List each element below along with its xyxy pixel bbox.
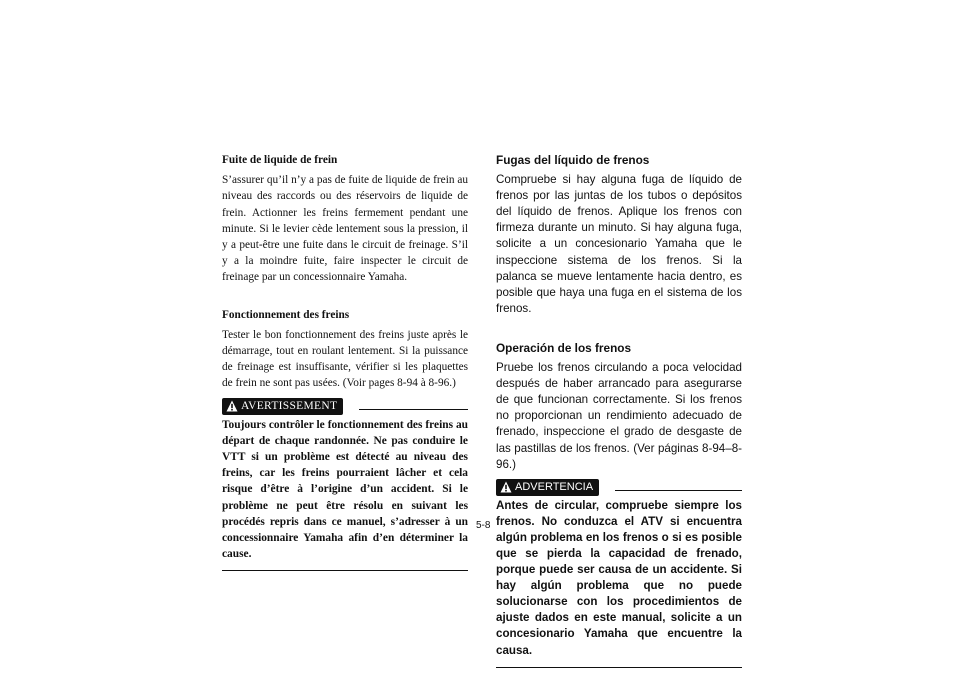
es-warning-badge [496, 479, 599, 496]
fr-brake-operation-text: Tester le bon fonctionnement des freins juste après le démarrage, tout en roulant lentement. Si la puissance de freinage est insuffisante, vérifier si les plaquettes de frein ne sont pas usées. (Voir pages 8-94 à 8-96.) [222, 328, 468, 390]
fr-heading-brake-fluid-leak: Fuite de liquide de frein [222, 154, 338, 166]
es-warning-rule [615, 490, 742, 491]
es-warning-header [496, 479, 742, 496]
fr-warning-label: AVERTISSEMENT [241, 400, 338, 413]
fr-warning-header [222, 398, 468, 415]
es-warning-label: ADVERTENCIA [515, 481, 594, 494]
fr-warning-end-rule [222, 570, 468, 571]
es-heading-brake-fluid-leak: Fugas del líquido de frenos [496, 153, 650, 167]
es-warning-end-rule [496, 667, 742, 668]
es-brake-fluid-leak-text: Compruebe si hay alguna fuga de líquido de frenos por las juntas de los tubos o depósitos del líquido de frenos. Aplique los frenos con firmeza durante un minuto. Si hay alguna fuga, solicite a un concesionario Yamaha que le inspeccione sistema de los frenos. Si la palanca se mueve lentamente hacia dentro, es posible que haya una fuga en el sistema de los frenos. [496, 173, 742, 315]
french-column [222, 152, 468, 571]
fr-warning-text: Toujours contrôler le fonctionnement des freins au départ de chaque randonnée. Ne pas conduire le VTT si un problème est détecté au niveau des freins, car les freins pourraient lâcher et cela risque d’être à l’origine d’un accident. Si le problème ne peut être résolu en suivant les procédés repris dans ce manuel, s’adresser à un concessionnaire Yamaha afin d’en déterminer la cause. [222, 418, 468, 561]
es-brake-operation-text: Pruebe los frenos circulando a poca velocidad después de haber arrancado para asegurarse de que funcionan correctamente. Si los frenos no proporcionan un rendimiento adecuado de frenado, inspeccione el grado de desgaste de las pastillas de los frenos. (Ver páginas 8-94–8-96.) [496, 361, 742, 471]
fr-warning-rule [359, 409, 468, 410]
spanish-column [496, 152, 742, 668]
es-warning-text: Antes de circular, compruebe siempre los frenos. No conduzca el ATV si encuentra algún problema en los frenos o si es posible que se pierda la capacidad de frenado, porque puede ser causa de un accidente. Si hay algún problema que no puede solucionarse con los procedimientos de ajuste dados en este manual, solicite a un concesionario Yamaha que encuentre la causa. [496, 498, 742, 657]
fr-warning-badge [222, 398, 343, 415]
fr-heading-brake-operation: Fonctionnement des freins [222, 308, 350, 321]
warning-triangle-icon [226, 400, 238, 412]
es-heading-brake-operation: Operación de los frenos [496, 340, 632, 355]
fr-brake-fluid-leak-text: S’assurer qu’il n’y a pas de fuite de liquide de frein au niveau des raccords ou des réservoirs de liquide de frein. Actionner les freins fermement pendant une minute. Si le levier cède lentement sous la pression, il y a peut-être une fuite dans le circuit de freinage. S’il y a la moindre fuite, faire inspecter le circuit de freinage par un concessionnaire Yamaha. [222, 174, 468, 284]
page-number: 5-8 [476, 520, 491, 531]
warning-triangle-icon [500, 481, 512, 493]
